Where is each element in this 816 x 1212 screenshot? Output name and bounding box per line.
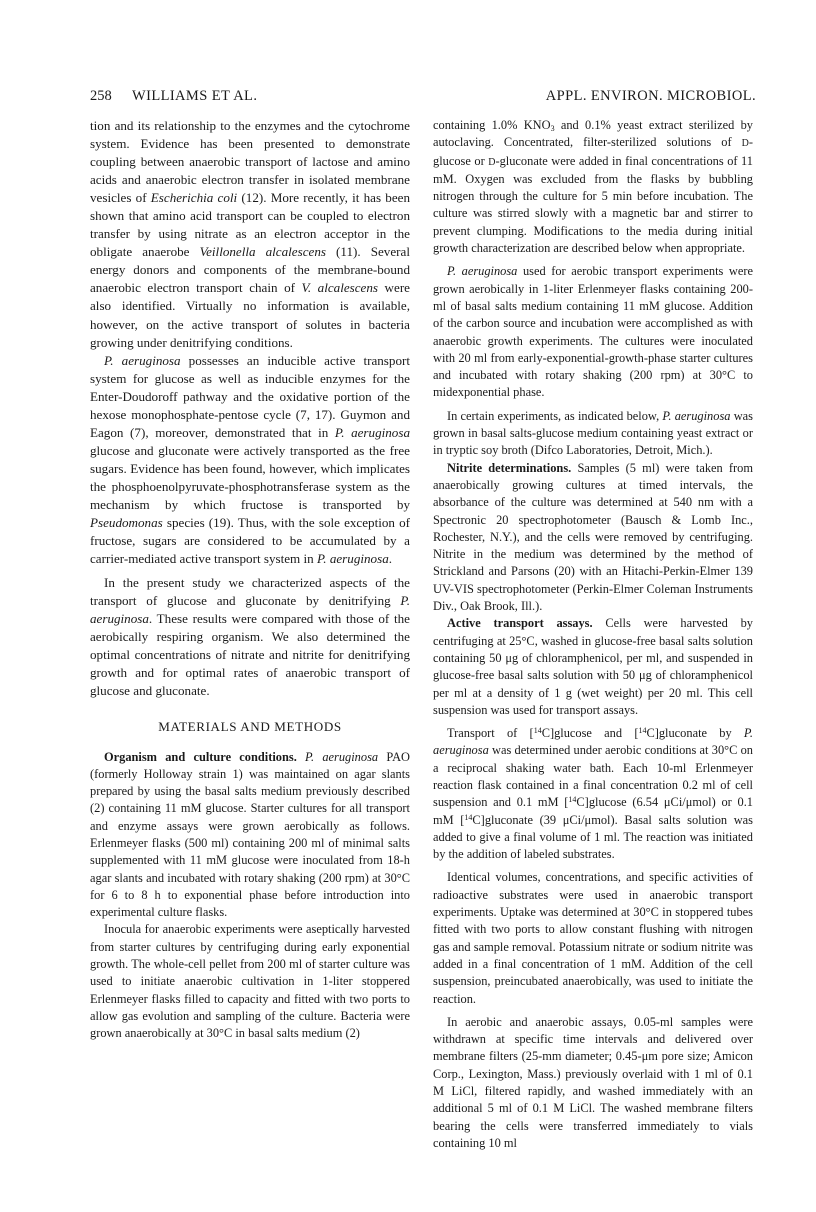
section-heading-materials-methods: MATERIALS AND METHODS bbox=[158, 718, 342, 734]
paragraph-sampling: In aerobic and anaerobic assays, 0.05-ml samples were withdrawn at specific time intervals and delivered over membrane filters (25-mm diameter; 0.45-μm pore size; Amicon Corp., Lexington, Mass.) previously overlaid with 1 ml of 0.1 M LiCl, filtered rapidly, and washed immediately with an additional 5 ml of 0.1 M LiCl. The washed membrane filters bearing the cells were transferred immediately to vials containing 10 ml bbox=[433, 1014, 753, 1150]
paragraph-aerobic-growth: P. aeruginosa used for aerobic transport experiments were grown aerobically in 1-liter Erlenmeyer flasks containing 200-ml of basal salts medium containing 11 mM glucose. Addition of the carbon source and incubation were accomplished as with anaerobic growth experiments. The cultures were inoculated with 20 ml from early-exponential-growth-phase starter cultures and incubated with rotary shaking (200 rpm) at 30°C to midexponential phase. bbox=[433, 264, 753, 400]
running-authors: WILLIAMS ET AL. bbox=[132, 88, 258, 104]
running-header bbox=[90, 86, 756, 106]
paragraph-anaerobic-transport: Identical volumes, concentrations, and specific activities of radioactive substrates were used in anaerobic transport experiments. Uptake was determined at 30°C in stoppered tubes fitted with two ports to allow constant flushing with nitrogen gas and sample removal. Potassium nitrate or sodium nitrite was added in a final concentration of 1 mM. Addition of the cell suspension, preincubated anaerobically, was used to initiate the reaction. bbox=[433, 870, 753, 1006]
paragraph-intro-end: tion and its relationship to the enzymes and the cytochrome system. Evidence has been presented to demonstrate coupling between anaerobic transport of lactose and amino acids and anaerobic electron transfer in isolated membrane vesicles of Escherichia coli (12). More recently, it has been shown that amino acid transport can be coupled to electron transfer by using nitrate as an electron acceptor in the obligate anaerobe Veillonella alcalescens (11). Several energy donors and components of the membrane-bound anaerobic electron transport chain of V. alcalescens were also identified. Virtually no information is available, however, on the active transport of solutes in bacteria growing under denitrifying conditions. bbox=[90, 118, 411, 350]
paragraph-active-transport-assays: Active transport assays. Cells were harvested by centrifuging at 25°C, washed in glucose-free basal salts solution containing 50 μg of chloramphenicol, per ml, and suspended in glucose-free basal salts solution with 50 μg of chloramphenicol per ml at a density of 1 g (wet weight) per 20 ml. This cell suspension was used for transport assays. bbox=[433, 616, 753, 717]
paragraph-inocula: Inocula for anaerobic experiments were aseptically harvested from starter cultures by centrifuging during early exponential growth. The whole-cell pellet from 200 ml of starter culture was used to initiate anaerobic cultivation in 1-liter stoppered Erlenmeyer flasks filled to capacity and fitted with two ports to allow gas evolution and sampling of the culture. Bacteria were grown anaerobically at 30°C in basal salts medium (2) bbox=[90, 922, 410, 1041]
paragraph-glucose-transport: P. aeruginosa possesses an inducible active transport system for glucose as well as inducible enzymes for the Enter-Doudoroff pathway and the oxidative portion of the hexose monophosphate-pentose cycle (7, 17). Guymon and Eagon (7), moreover, demonstrated that in P. aeruginosa glucose and gluconate were actively transported as the free sugars. Evidence has been found, however, which implicates the phosphoenolpyruvate-phosphotransferase system as the mechanism by which fructose is transported by Pseudomonas species (19). Thus, with the sole exception of fructose, sugars are considered to be accumulated by a carrier-mediated active transport system in P. aeruginosa. bbox=[90, 352, 410, 567]
page-number: 258 bbox=[90, 88, 112, 104]
journal-name: APPL. ENVIRON. MICROBIOL. bbox=[545, 88, 756, 104]
right-column bbox=[433, 117, 753, 1152]
paragraph-nitrite-determinations: Nitrite determinations. Samples (5 ml) were taken from anaerobically growing cultures at timed intervals, the absorbance of the culture was determined at 540 nm with a Spectronic 20 spectrophotometer (Bausch & Lomb Inc., Rochester, N.Y.), and the cells were removed by centrifuging. Nitrite in the medium was determined by the method of Strickland and Parsons (20) with an Hitachi-Perkin-Elmer 139 UV-VIS spectrophotometer (Perkin-Elmer Coleman Instruments Div., Oak Brook, Ill.). bbox=[433, 460, 754, 614]
paragraph-transport-aerobic: Transport of [$^{14}$C]glucose and [$^{14}$C]gluconate by P. aeruginosa was determined under aerobic conditions at 30°C on a reciprocal shaking water bath. Each 10-ml Erlenmeyer reaction flask contained in a final concentration 0.2 ml of cell suspension and 0.1 mM [$^{14}$C]glucose (6.54 μCi/μmol) or 0.1 mM [$^{14}$C]gluconate (39 μCi/μmol). Basal salts solution was added to give a final volume of 1 ml. The reaction was initiated by the addition of labeled substrates. bbox=[433, 726, 753, 862]
paragraph-anaerobic-medium: containing 1.0% $KNO_3$ and 0.1% yeast extract sterilized by autoclaving. Concentrated, filter-sterilized solutions of D-glucose or D-gluconate were added in final concentrations of 11 mM. Oxygen was excluded from the flasks by bubbling nitrogen through the culture for 5 min before incubation. The culture was stirred slowly with a magnetic bar and stirrer to prevent clumping. Modifications to the media during initial growth characterization are described below when appropriate. bbox=[433, 118, 753, 256]
paragraph-present-study: In the present study we characterized aspects of the transport of glucose and gluconate by denitrifying P. aeruginosa. These results were compared with those of the aerobically respiring organism. We also determined the optimal concentrations of nitrate and nitrite for denitrifying growth and for optimal rates of anaerobic transport of glucose and gluconate. bbox=[90, 575, 410, 699]
paragraph-certain-experiments: In certain experiments, as indicated below, P. aeruginosa was grown in basal salts-glucose medium containing yeast extract or in tryptic soy broth (Difco Laboratories, Detroit, Mich.). bbox=[433, 408, 753, 458]
paragraph-organism-culture: Organism and culture conditions. P. aeruginosa PAO (formerly Holloway strain 1) was maintained on agar slants prepared by using the basal salts medium previously described (2) containing 11 mM glucose. Starter cultures for all transport and enzyme assays were grown aerobically as follows. Erlenmeyer flasks (500 ml) containing 200 ml of minimal salts supplemented with 11 mM glucose were inoculated from 18-h agar slants and incubated with rotary shaking (200 rpm) at 30°C for 6 to 8 h to exponential phase before introduction into experimental culture flasks. bbox=[90, 749, 410, 920]
left-column bbox=[90, 117, 410, 1043]
